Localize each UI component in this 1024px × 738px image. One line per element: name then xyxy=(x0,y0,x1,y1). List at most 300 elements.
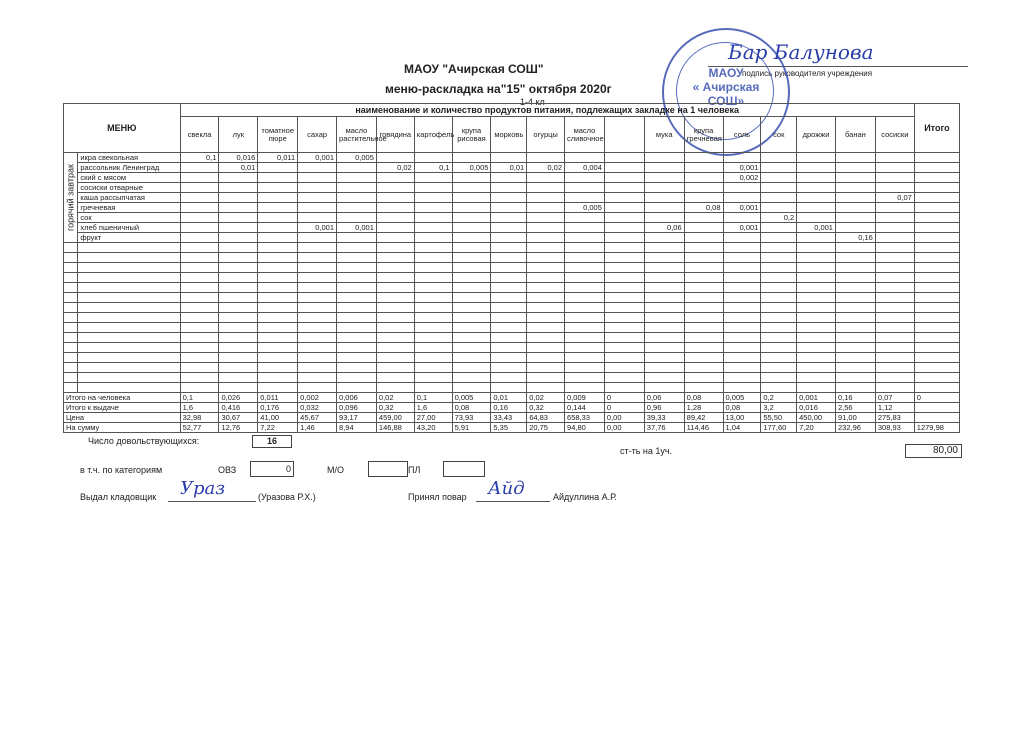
quantity-cell xyxy=(452,333,491,343)
quantity-cell xyxy=(219,203,258,213)
quantity-cell xyxy=(337,373,377,383)
quantity-cell xyxy=(835,213,875,223)
quantity-cell xyxy=(644,323,684,333)
summary-cell: 0 xyxy=(604,403,644,413)
quantity-cell xyxy=(797,193,836,203)
quantity-cell xyxy=(298,173,337,183)
quantity-cell xyxy=(565,313,605,323)
quantity-cell xyxy=(258,313,298,323)
quantity-cell xyxy=(337,173,377,183)
received-line xyxy=(476,501,550,502)
quantity-cell xyxy=(491,373,527,383)
menu-table xyxy=(63,103,960,433)
quantity-cell xyxy=(797,183,836,193)
section-cell xyxy=(64,293,78,303)
summary-cell: 0,32 xyxy=(527,403,565,413)
quantity-cell xyxy=(761,383,797,393)
issued-signature: Ураз xyxy=(180,478,226,499)
summary-cell: 0,01 xyxy=(491,393,527,403)
summary-cell: 3,2 xyxy=(761,403,797,413)
summary-total xyxy=(914,413,959,423)
quantity-cell xyxy=(761,183,797,193)
summary-cell: 0,00 xyxy=(604,423,644,433)
quantity-cell xyxy=(527,343,565,353)
quantity-cell xyxy=(684,263,723,273)
quantity-cell xyxy=(761,373,797,383)
quantity-cell xyxy=(565,173,605,183)
quantity-cell xyxy=(684,343,723,353)
row-total-cell xyxy=(914,373,959,383)
quantity-cell xyxy=(761,273,797,283)
quantity-cell xyxy=(723,243,761,253)
quantity-cell xyxy=(604,233,644,243)
quantity-cell xyxy=(298,273,337,283)
summary-cell: 0,144 xyxy=(565,403,605,413)
quantity-cell: 0,01 xyxy=(219,163,258,173)
quantity-cell xyxy=(527,193,565,203)
ovz-label: ОВЗ xyxy=(218,465,237,475)
quantity-cell xyxy=(491,243,527,253)
quantity-cell xyxy=(180,333,219,343)
quantity-cell xyxy=(604,173,644,183)
quantity-cell xyxy=(875,333,914,343)
stamp-center xyxy=(664,66,788,108)
quantity-cell xyxy=(644,363,684,373)
quantity-cell xyxy=(723,323,761,333)
quantity-cell xyxy=(684,273,723,283)
table-row xyxy=(64,163,960,173)
summary-cell: 658,33 xyxy=(565,413,605,423)
column-header: сок xyxy=(761,117,797,153)
summary-cell: 0,16 xyxy=(835,393,875,403)
quantity-cell xyxy=(684,333,723,343)
quantity-cell xyxy=(604,183,644,193)
quantity-cell xyxy=(761,243,797,253)
quantity-cell xyxy=(298,233,337,243)
quantity-cell xyxy=(835,283,875,293)
summary-cell: 32,98 xyxy=(180,413,219,423)
quantity-cell xyxy=(452,353,491,363)
quantity-cell xyxy=(452,153,491,163)
quantity-cell xyxy=(452,303,491,313)
quantity-cell xyxy=(258,223,298,233)
row-total-cell xyxy=(914,343,959,353)
quantity-cell xyxy=(491,183,527,193)
summary-cell: 0 xyxy=(604,393,644,403)
column-header: морковь xyxy=(491,117,527,153)
quantity-cell xyxy=(337,313,377,323)
dish-name xyxy=(78,303,180,313)
quantity-cell xyxy=(491,313,527,323)
section-cell xyxy=(64,253,78,263)
dish-name xyxy=(78,263,180,273)
quantity-cell xyxy=(337,253,377,263)
summary-cell: 2,56 xyxy=(835,403,875,413)
quantity-cell xyxy=(723,263,761,273)
quantity-cell xyxy=(797,233,836,243)
row-total-cell xyxy=(914,223,959,233)
quantity-cell: 0,16 xyxy=(835,233,875,243)
quantity-cell xyxy=(723,193,761,203)
summary-cell: 27,00 xyxy=(414,413,452,423)
quantity-cell xyxy=(835,263,875,273)
quantity-cell xyxy=(180,223,219,233)
quantity-cell xyxy=(684,193,723,203)
quantity-cell xyxy=(684,173,723,183)
quantity-cell xyxy=(684,303,723,313)
summary-cell: 1,6 xyxy=(414,403,452,413)
quantity-cell xyxy=(298,323,337,333)
quantity-cell xyxy=(604,313,644,323)
quantity-cell xyxy=(414,273,452,283)
column-header: мука xyxy=(644,117,684,153)
quantity-cell xyxy=(604,203,644,213)
row-total-cell xyxy=(914,383,959,393)
cost-label: ст-ть на 1уч. xyxy=(620,446,673,456)
dish-name xyxy=(78,293,180,303)
pl-label: ПЛ xyxy=(408,465,421,475)
total-header: Итого xyxy=(914,104,959,153)
summary-cell: 0,02 xyxy=(376,393,414,403)
quantity-cell xyxy=(452,173,491,183)
quantity-cell xyxy=(258,333,298,343)
summary-cell: 64,83 xyxy=(527,413,565,423)
quantity-cell xyxy=(644,153,684,163)
quantity-cell xyxy=(219,293,258,303)
quantity-cell xyxy=(875,213,914,223)
row-total-cell xyxy=(914,203,959,213)
categories-label: в т.ч. по категориям xyxy=(80,465,163,475)
quantity-cell xyxy=(835,373,875,383)
quantity-cell xyxy=(875,243,914,253)
quantity-cell xyxy=(565,383,605,393)
quantity-cell xyxy=(452,383,491,393)
quantity-cell xyxy=(684,243,723,253)
summary-cell: 0,1 xyxy=(414,393,452,403)
row-total-cell xyxy=(914,333,959,343)
quantity-cell xyxy=(684,223,723,233)
section-cell xyxy=(64,263,78,273)
summary-label: Итого к выдаче xyxy=(64,403,181,413)
quantity-cell xyxy=(219,283,258,293)
quantity-cell xyxy=(527,243,565,253)
quantity-cell xyxy=(491,263,527,273)
quantity-cell xyxy=(527,213,565,223)
quantity-cell xyxy=(684,313,723,323)
summary-cell: 20,75 xyxy=(527,423,565,433)
summary-cell: 91,00 xyxy=(835,413,875,423)
summary-cell: 33,43 xyxy=(491,413,527,423)
summary-cell: 0,02 xyxy=(527,393,565,403)
quantity-cell xyxy=(684,323,723,333)
quantity-cell xyxy=(604,323,644,333)
quantity-cell xyxy=(491,293,527,303)
quantity-cell: 0,001 xyxy=(723,223,761,233)
quantity-cell xyxy=(835,353,875,363)
table-row xyxy=(64,193,960,203)
quantity-cell xyxy=(875,253,914,263)
summary-cell: 43,20 xyxy=(414,423,452,433)
summary-cell: 89,42 xyxy=(684,413,723,423)
quantity-cell xyxy=(376,323,414,333)
table-row xyxy=(64,173,960,183)
summary-cell: 0,011 xyxy=(258,393,298,403)
quantity-cell xyxy=(565,333,605,343)
quantity-cell xyxy=(337,183,377,193)
quantity-cell xyxy=(414,333,452,343)
dish-name: сосиски отварные xyxy=(78,183,180,193)
quantity-cell xyxy=(835,243,875,253)
dish-name xyxy=(78,373,180,383)
dish-name xyxy=(78,323,180,333)
section-label: горячий завтрак xyxy=(64,153,78,243)
quantity-cell xyxy=(644,183,684,193)
quantity-cell: 0,07 xyxy=(875,193,914,203)
quantity-cell xyxy=(565,243,605,253)
quantity-cell xyxy=(337,363,377,373)
quantity-cell xyxy=(604,293,644,303)
quantity-cell xyxy=(258,353,298,363)
quantity-cell xyxy=(180,243,219,253)
quantity-cell xyxy=(491,363,527,373)
quantity-cell xyxy=(527,233,565,243)
quantity-cell xyxy=(565,303,605,313)
quantity-cell xyxy=(452,193,491,203)
quantity-cell xyxy=(219,243,258,253)
summary-cell: 275,83 xyxy=(875,413,914,423)
quantity-cell xyxy=(723,213,761,223)
products-header: наименование и количество продуктов питания, подлежащих закладке на 1 человека xyxy=(180,104,914,117)
quantity-cell xyxy=(875,233,914,243)
dish-name: сок xyxy=(78,213,180,223)
row-total-cell xyxy=(914,193,959,203)
summary-cell: 0,005 xyxy=(723,393,761,403)
quantity-cell: 0,001 xyxy=(337,223,377,233)
table-row xyxy=(64,313,960,323)
quantity-cell xyxy=(835,203,875,213)
quantity-cell xyxy=(761,253,797,263)
quantity-cell xyxy=(180,183,219,193)
quantity-cell xyxy=(797,303,836,313)
summary-cell: 12,76 xyxy=(219,423,258,433)
quantity-cell xyxy=(376,303,414,313)
quantity-cell xyxy=(761,153,797,163)
quantity-cell xyxy=(376,173,414,183)
quantity-cell xyxy=(180,263,219,273)
dish-name: каша рассыпчатая xyxy=(78,193,180,203)
row-total-cell xyxy=(914,183,959,193)
quantity-cell xyxy=(491,193,527,203)
quantity-cell: 0,002 xyxy=(723,173,761,183)
quantity-cell xyxy=(723,183,761,193)
quantity-cell xyxy=(835,173,875,183)
quantity-cell xyxy=(527,253,565,263)
quantity-cell xyxy=(684,383,723,393)
summary-cell: 1,28 xyxy=(684,403,723,413)
row-total-cell xyxy=(914,323,959,333)
quantity-cell: 0,001 xyxy=(723,163,761,173)
quantity-cell xyxy=(835,303,875,313)
summary-cell: 0,08 xyxy=(723,403,761,413)
quantity-cell xyxy=(491,333,527,343)
quantity-cell xyxy=(604,243,644,253)
quantity-cell xyxy=(180,193,219,203)
quantity-cell xyxy=(452,213,491,223)
summary-cell: 93,17 xyxy=(337,413,377,423)
quantity-cell xyxy=(337,233,377,243)
quantity-cell xyxy=(414,203,452,213)
table-row xyxy=(64,293,960,303)
summary-cell: 450,00 xyxy=(797,413,836,423)
quantity-cell xyxy=(604,303,644,313)
column-header: дрожжи xyxy=(797,117,836,153)
quantity-cell xyxy=(219,353,258,363)
column-header: масло сливочное xyxy=(565,117,605,153)
quantity-cell xyxy=(180,173,219,183)
quantity-cell xyxy=(761,333,797,343)
stamp-line: « Ачирская xyxy=(692,80,760,94)
column-header: огурцы xyxy=(527,117,565,153)
summary-row xyxy=(64,403,960,413)
quantity-cell xyxy=(565,273,605,283)
quantity-cell xyxy=(298,193,337,203)
quantity-cell xyxy=(875,343,914,353)
satisfied-label: Число довольствующихся: xyxy=(88,436,200,446)
quantity-cell xyxy=(604,353,644,363)
quantity-cell: 0,08 xyxy=(684,203,723,213)
quantity-cell xyxy=(414,293,452,303)
summary-cell: 146,88 xyxy=(376,423,414,433)
section-cell xyxy=(64,303,78,313)
summary-cell: 0,96 xyxy=(644,403,684,413)
quantity-cell xyxy=(376,333,414,343)
quantity-cell xyxy=(452,253,491,263)
table-row xyxy=(64,383,960,393)
quantity-cell xyxy=(723,233,761,243)
pl-field[interactable] xyxy=(443,461,485,477)
summary-cell: 73,93 xyxy=(452,413,491,423)
summary-cell: 0,026 xyxy=(219,393,258,403)
quantity-cell xyxy=(180,163,219,173)
quantity-cell xyxy=(875,153,914,163)
summary-label: Итого на человека xyxy=(64,393,181,403)
quantity-cell xyxy=(491,213,527,223)
summary-cell: 0,001 xyxy=(797,393,836,403)
quantity-cell xyxy=(376,183,414,193)
summary-cell: 308,93 xyxy=(875,423,914,433)
quantity-cell xyxy=(376,273,414,283)
satisfied-value: 16 xyxy=(252,435,292,448)
section-cell xyxy=(64,243,78,253)
table-row xyxy=(64,153,960,163)
table-row xyxy=(64,363,960,373)
quantity-cell: 0,1 xyxy=(414,163,452,173)
quantity-cell xyxy=(835,193,875,203)
quantity-cell xyxy=(298,373,337,383)
quantity-cell xyxy=(527,293,565,303)
menu-header: МЕНЮ xyxy=(64,104,181,153)
summary-cell: 0,006 xyxy=(337,393,377,403)
quantity-cell xyxy=(604,333,644,343)
dish-name: икра свекольная xyxy=(78,153,180,163)
section-cell xyxy=(64,273,78,283)
summary-row xyxy=(64,393,960,403)
summary-cell: 1,46 xyxy=(298,423,337,433)
quantity-cell xyxy=(875,373,914,383)
quantity-cell xyxy=(258,203,298,213)
quantity-cell xyxy=(452,203,491,213)
quantity-cell xyxy=(604,343,644,353)
quantity-cell xyxy=(298,363,337,373)
summary-cell: 0,07 xyxy=(875,393,914,403)
quantity-cell xyxy=(604,193,644,203)
quantity-cell xyxy=(527,153,565,163)
quantity-cell xyxy=(258,383,298,393)
quantity-cell xyxy=(337,273,377,283)
director-signature: Бар Балунова xyxy=(728,40,874,64)
quantity-cell xyxy=(565,263,605,273)
quantity-cell xyxy=(761,313,797,323)
row-total-cell xyxy=(914,163,959,173)
quantity-cell xyxy=(565,293,605,303)
row-total-cell xyxy=(914,253,959,263)
quantity-cell xyxy=(875,273,914,283)
table-row xyxy=(64,333,960,343)
quantity-cell xyxy=(644,353,684,363)
quantity-cell xyxy=(219,383,258,393)
quantity-cell xyxy=(875,353,914,363)
dish-name: гречневая xyxy=(78,203,180,213)
quantity-cell: 0,001 xyxy=(797,223,836,233)
summary-cell: 0,002 xyxy=(298,393,337,403)
quantity-cell xyxy=(337,163,377,173)
dish-name: хлеб пшеничный xyxy=(78,223,180,233)
quantity-cell xyxy=(644,233,684,243)
quantity-cell xyxy=(527,353,565,363)
quantity-cell xyxy=(414,343,452,353)
ovz-field[interactable]: 0 xyxy=(250,461,294,477)
quantity-cell xyxy=(376,343,414,353)
quantity-cell xyxy=(219,313,258,323)
quantity-cell: 0,02 xyxy=(376,163,414,173)
quantity-cell xyxy=(835,323,875,333)
quantity-cell xyxy=(219,333,258,343)
summary-cell: 37,76 xyxy=(644,423,684,433)
row-total-cell xyxy=(914,153,959,163)
table-row xyxy=(64,233,960,243)
quantity-cell xyxy=(723,383,761,393)
quantity-cell xyxy=(219,323,258,333)
received-name: Айдуллина А.Р. xyxy=(553,492,617,502)
section-cell xyxy=(64,333,78,343)
quantity-cell xyxy=(723,333,761,343)
quantity-cell xyxy=(527,313,565,323)
mo-field[interactable] xyxy=(368,461,408,477)
quantity-cell xyxy=(337,303,377,313)
column-header: сахар xyxy=(298,117,337,153)
quantity-cell xyxy=(491,223,527,233)
quantity-cell xyxy=(258,343,298,353)
quantity-cell xyxy=(835,333,875,343)
quantity-cell xyxy=(298,283,337,293)
cost-value: 80,00 xyxy=(905,444,962,458)
table-row xyxy=(64,353,960,363)
quantity-cell xyxy=(180,203,219,213)
summary-cell: 0,005 xyxy=(452,393,491,403)
quantity-cell xyxy=(723,253,761,263)
row-total-cell xyxy=(914,173,959,183)
quantity-cell xyxy=(337,213,377,223)
